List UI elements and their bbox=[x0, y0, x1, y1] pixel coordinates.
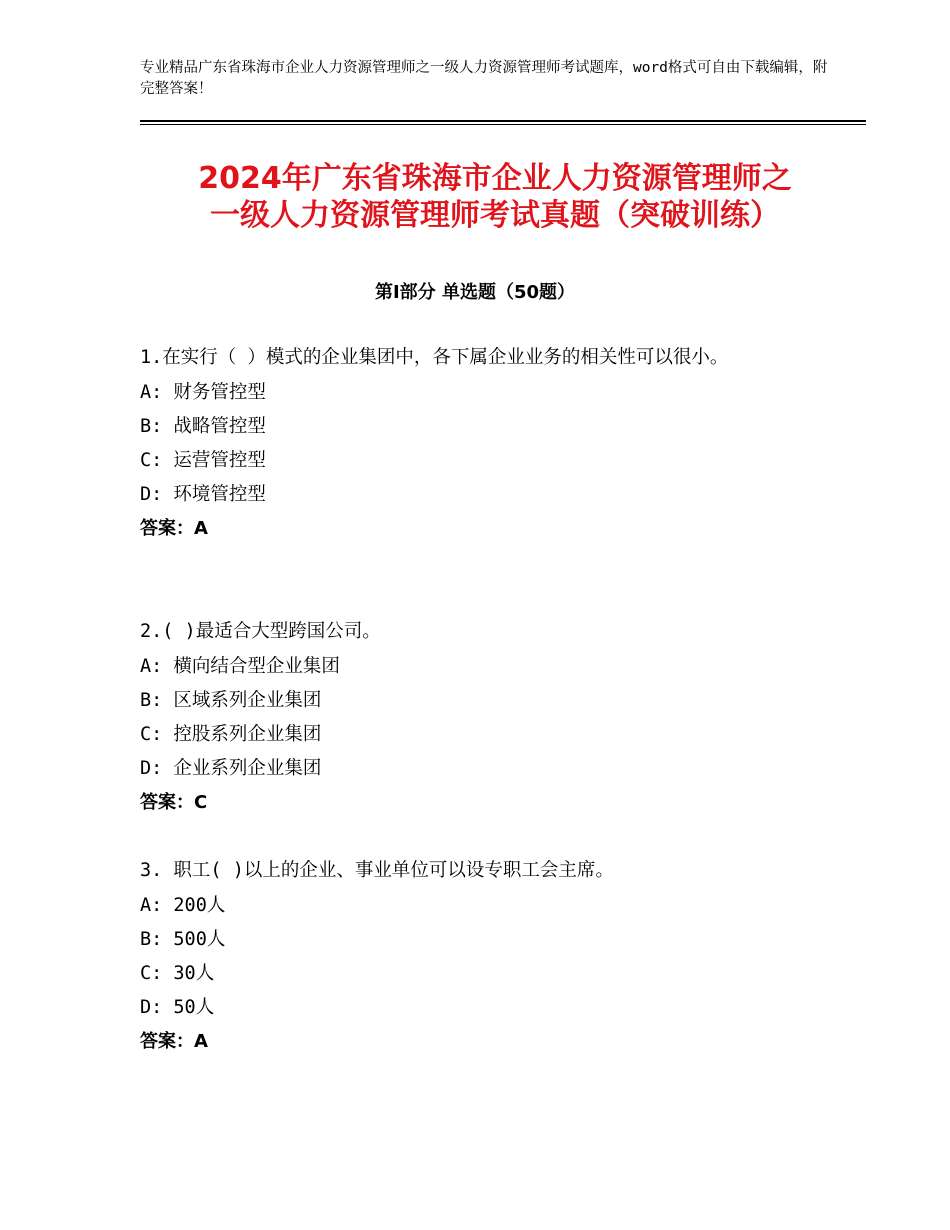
header-divider-thin bbox=[140, 124, 866, 125]
question-1 bbox=[140, 342, 840, 546]
question-stem: 2.( )最适合大型跨国公司。 bbox=[140, 621, 381, 642]
header-divider-thick bbox=[140, 120, 866, 122]
option-a: A: 横向结合型企业集团 bbox=[140, 656, 340, 677]
option-d: D: 50人 bbox=[140, 997, 215, 1018]
option-a: A: 200人 bbox=[140, 895, 226, 916]
document-title bbox=[140, 160, 850, 234]
title-line-1: 2024年广东省珠海市企业人力资源管理师之 bbox=[198, 161, 792, 196]
header-note: 专业精品广东省珠海市企业人力资源管理师之一级人力资源管理师考试题库，word格式可自由下载编辑，附完整答案！ bbox=[140, 60, 828, 97]
option-b: B: 战略管控型 bbox=[140, 416, 266, 437]
option-a: A: 财务管控型 bbox=[140, 382, 266, 403]
question-2 bbox=[140, 616, 840, 820]
option-c: C: 30人 bbox=[140, 963, 215, 984]
title-line-2: 一级人力资源管理师考试真题（突破训练） bbox=[210, 198, 780, 233]
answer: 答案：A bbox=[140, 518, 208, 539]
answer: 答案：C bbox=[140, 792, 208, 813]
option-c: C: 运营管控型 bbox=[140, 450, 266, 471]
question-stem: 3. 职工( )以上的企业、事业单位可以设专职工会主席。 bbox=[140, 860, 614, 881]
option-c: C: 控股系列企业集团 bbox=[140, 724, 322, 745]
option-b: B: 500人 bbox=[140, 929, 226, 950]
section-heading: 第Ⅰ部分 单选题（50题） bbox=[374, 282, 575, 303]
option-d: D: 企业系列企业集团 bbox=[140, 758, 322, 779]
question-3 bbox=[140, 855, 840, 1059]
option-b: B: 区域系列企业集团 bbox=[140, 690, 322, 711]
question-stem: 1.在实行（ ）模式的企业集团中，各下属企业业务的相关性可以很小。 bbox=[140, 347, 729, 368]
option-d: D: 环境管控型 bbox=[140, 484, 266, 505]
answer: 答案：A bbox=[140, 1031, 208, 1052]
